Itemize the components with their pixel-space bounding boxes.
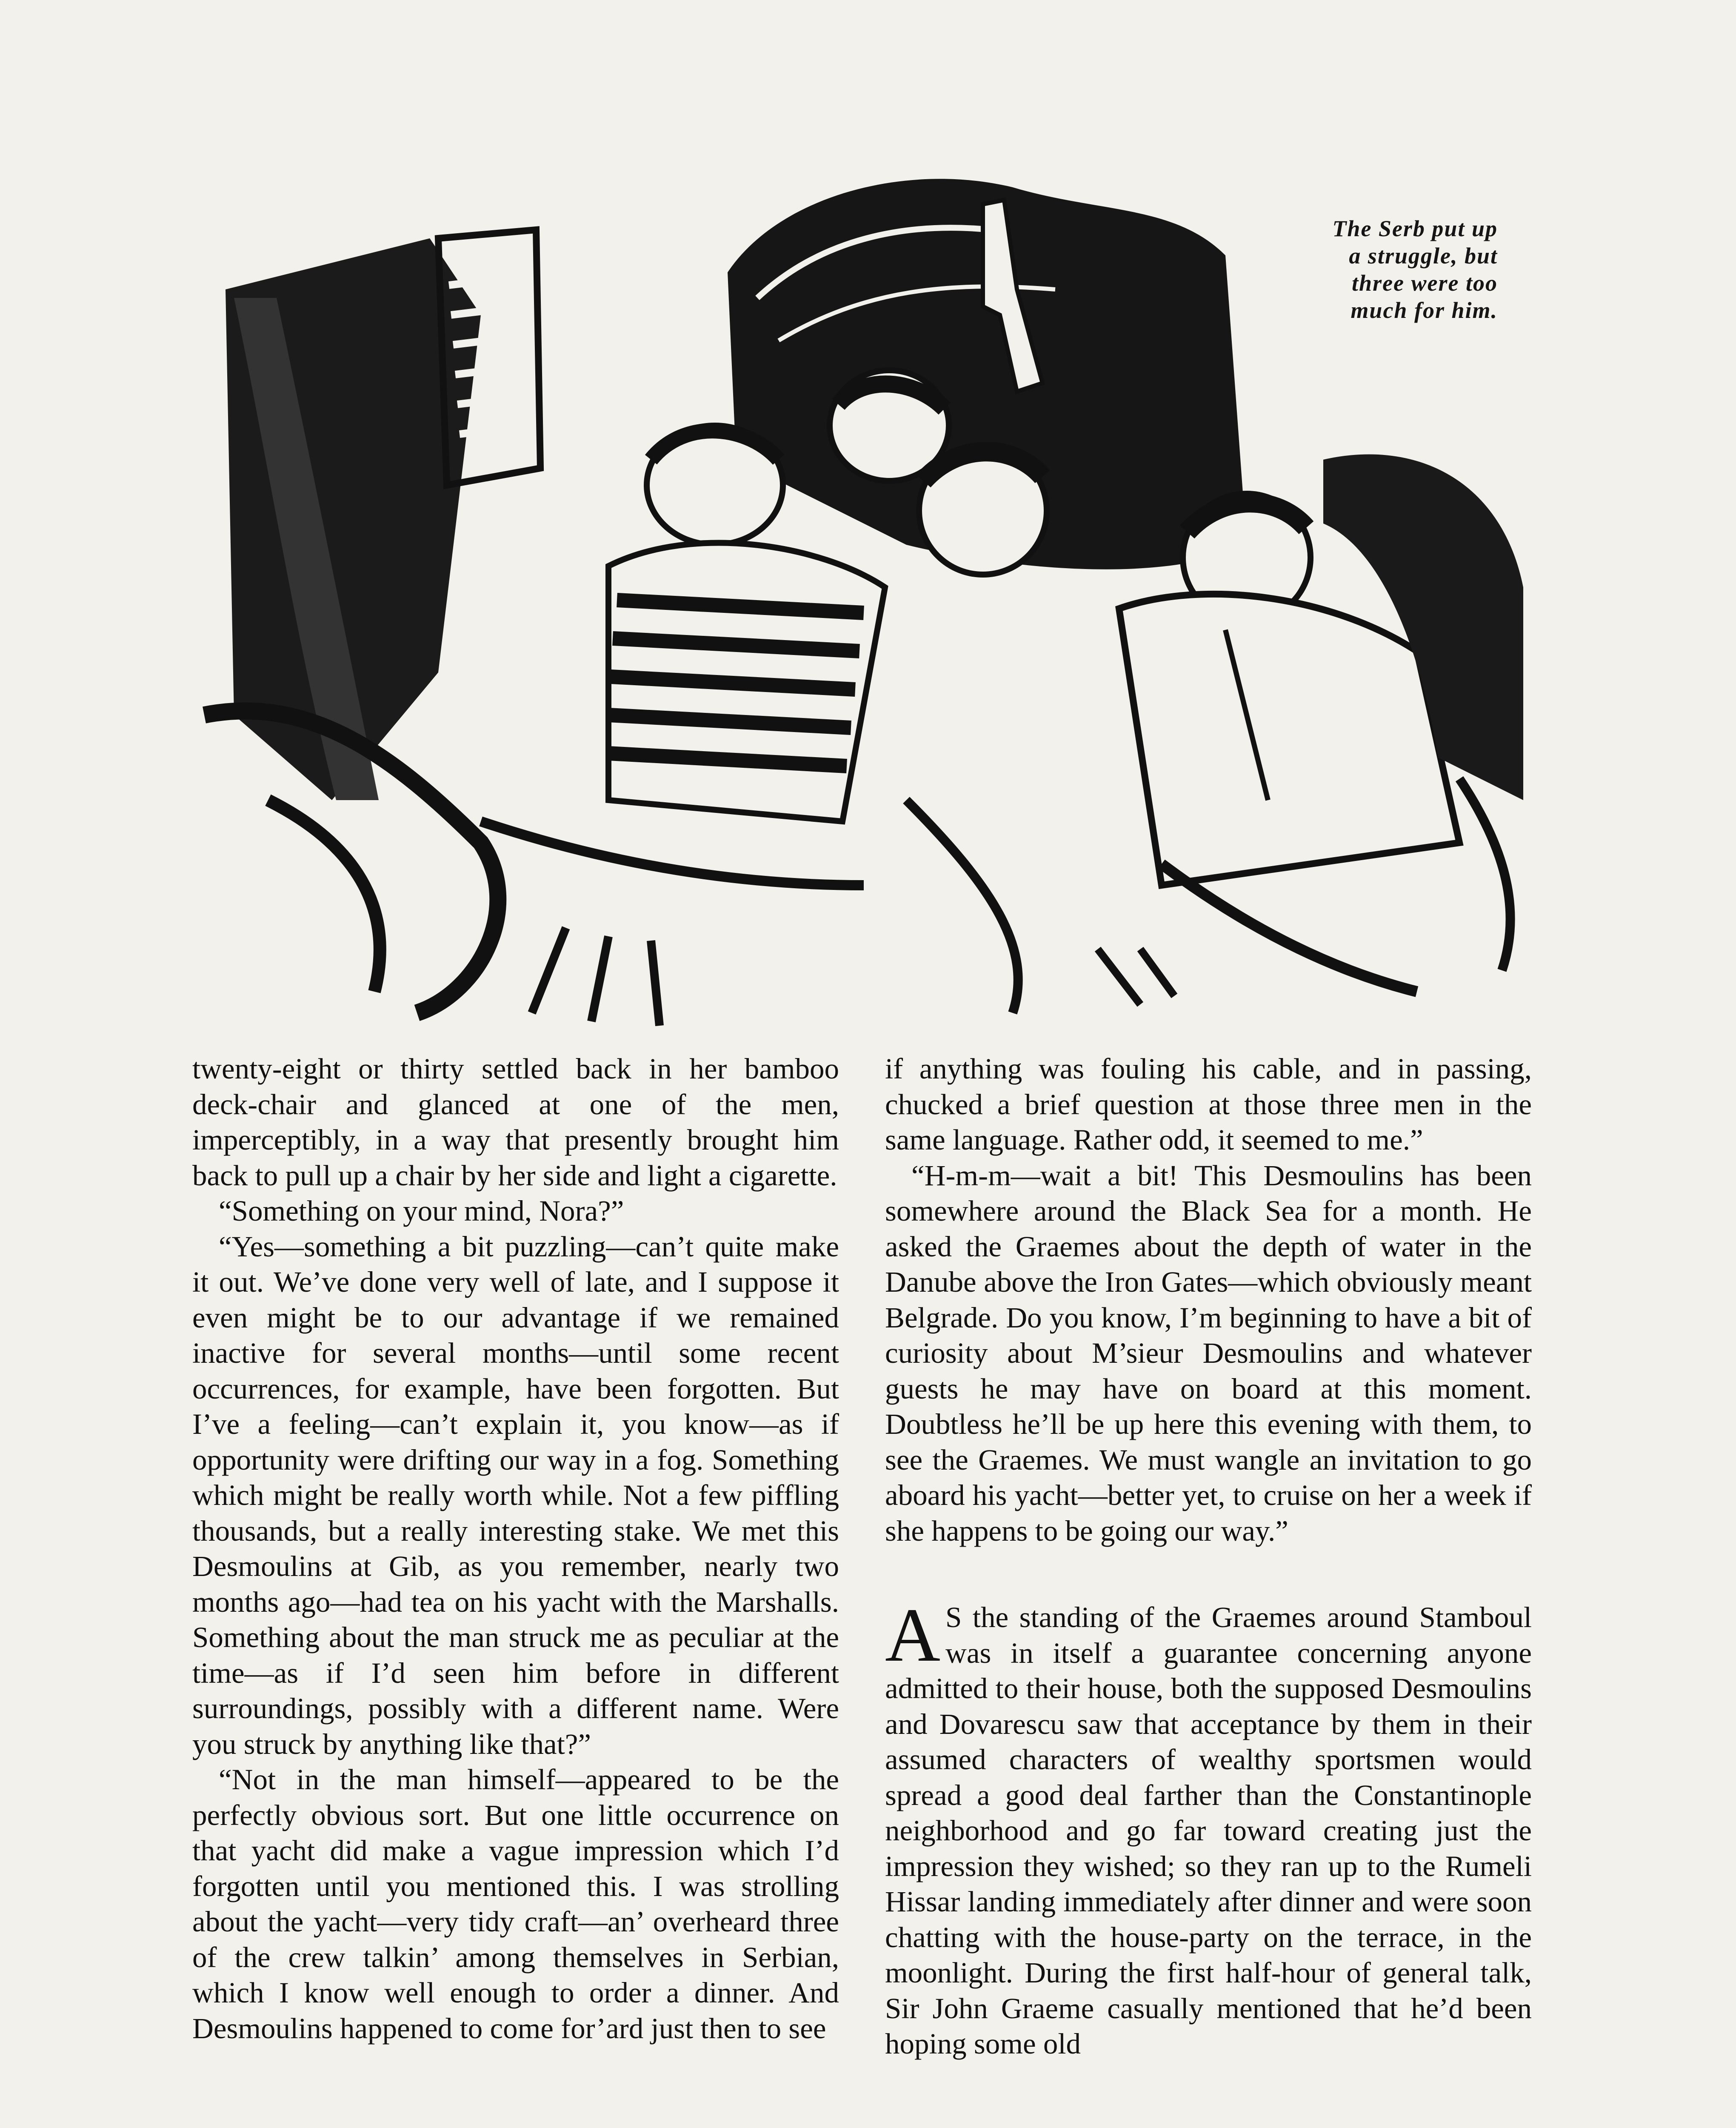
paragraph: twenty-eight or thirty settled back in her bamboo deck-chair and glanced at one of the men, imperceptibly, in a way that presently brought him back to pull up a chair by her side and light a cigarette.	[192, 1053, 839, 1192]
paragraph: “H-m-m—wait a bit! This Desmoulins has been somewhere around the Black Sea for a month. He asked the Graemes about the depth of water in the Danube above the Iron Gates—which obviously meant Belgrade. Do you know, I’m beginning to have a bit of curiosity about M’sieur Desmoulins and whatever guests he may have on board at this moment. Doubtless he’ll be up here this evening with them, to see the Graemes. We must wangle an invitation to go aboard his yacht—better yet, to cruise on her a week if she happens to be going our way.”	[885, 1159, 1532, 1547]
section-opening-paragraph	[885, 1593, 1532, 2062]
paragraph: “Yes—something a bit puzzling—can’t quite make it out. We’ve done very well of late, and I suppose it even might be to our advantage if we remained inactive for several months—until some recent occurrences, for example, have been forgotten. But I’ve a feeling—can’t explain it, you know—as if opportunity were drifting our way in a fog. Something which might be really worth while. Not a few piffling thousands, but a really interesting stake. We met this Desmoulins at Gib, as you remember, nearly two months ago—had tea on his yacht with the Marshalls. Something about the man struck me as peculiar at the time—as if I’d seen him before in different surroundings, possibly with a different name. Were you struck by anything like that?”	[192, 1230, 839, 1760]
paragraph: “Not in the man himself—appeared to be the perfectly obvious sort. But one little occurrence on that yacht did make a vague impression which I’d forgotten until you mentioned this. I was strolling about the yacht—very tidy craft—an’ overheard three of the crew talkin’ among themselves in Serbian, which I know well enough to order a dinner. And Desmoulins happened to come for’ard just then to see	[192, 1763, 839, 2045]
caption-line: The Serb put up	[1332, 216, 1498, 241]
caption-line: a struggle, but	[1349, 243, 1498, 269]
left-text-column	[192, 1051, 839, 2046]
paragraph: if anything was fouling his cable, and in passing, chucked a brief question at those three men in the same language. Rather odd, it seemed to me.”	[885, 1053, 1532, 1156]
caption-line: much for him.	[1351, 297, 1498, 323]
right-text-column	[885, 1051, 1532, 2062]
caption-line: three were too	[1352, 270, 1498, 296]
drop-cap: A	[885, 1593, 940, 1677]
illustration-caption	[1259, 215, 1498, 324]
paragraph: “Something on your mind, Nora?”	[219, 1195, 624, 1227]
section-break	[885, 1549, 1532, 1600]
paragraph-text: S the standing of the Graemes around Stamboul was in itself a guarantee concerning anyone admitted to their house, both the supposed Desmoulins and Dovarescu saw that acceptance by them in their assumed characters of wealthy sportsmen would spread a good deal farther than the Constantinople neighborhood and go far toward creating just the impression they wished; so they ran up to the Rumeli Hissar landing immediately after dinner and were soon chatting with the house-party on the terrace, in the moonlight. During the first half-hour of general talk, Sir John Graeme casually mentioned that he’d been hoping some old	[885, 1601, 1532, 2060]
